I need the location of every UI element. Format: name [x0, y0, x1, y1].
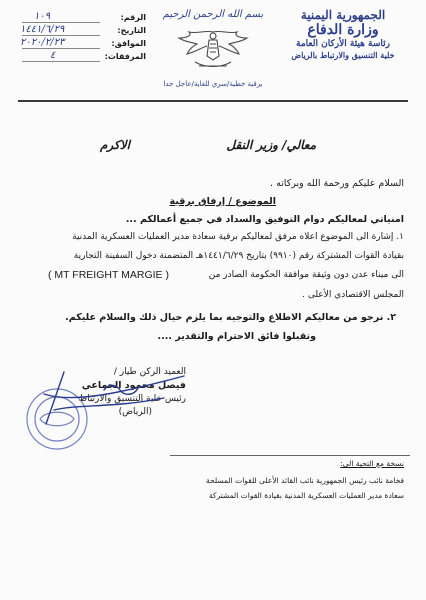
eagle-emblem-icon: [175, 26, 251, 72]
header-right-block: [278, 8, 408, 61]
wishes: امنياتي لمعاليكم دوام التوفيق والسداد في جميع أعمالكم ...: [125, 214, 404, 225]
meta-date-label: التاريخ:: [117, 26, 146, 35]
greeting: السلام عليكم ورحمة الله وبركاته .: [270, 178, 404, 189]
basmala: بسم الله الرحمن الرحيم: [162, 9, 264, 20]
signature-city: (الرياض): [118, 407, 152, 417]
header-ministry: وزارة الدفاع: [307, 22, 379, 38]
meta-attachments-label: المرفقات:: [104, 52, 146, 61]
meta-underline-3: [22, 48, 100, 49]
meta-gregorian-row: [20, 35, 146, 48]
meta-gregorian-value: ٢٠٢٠/٢/٢٣: [20, 37, 65, 48]
vessel-name: ( MT FREIGHT MARGIE ): [48, 269, 169, 281]
para1-line2: بقيادة القوات المشتركة رقم (٩٩١٠) بتاريخ ١٤٤١/٦/٢٩هـ المتضمنة دخول السفينة التجارية: [73, 251, 404, 261]
header-divider: [18, 100, 408, 102]
meta-attachments-value: ٤: [50, 50, 56, 61]
para1-line4: المجلس الاقتصادي الأعلى .: [302, 290, 404, 300]
copies-divider: [170, 455, 410, 456]
handwritten-signature-icon: [34, 364, 194, 434]
addressee: معالي/ وزير النقل: [226, 138, 316, 152]
copies-item-2: سعادة مدير العمليات العسكرية المدنية بقيادة القوات المشتركة: [208, 491, 404, 500]
meta-number-row: [20, 10, 146, 22]
subject: الموضوع / إرفاق برقية: [169, 196, 276, 207]
meta-attachments-row: [20, 48, 146, 61]
meta-number-value: ١٠٩: [34, 11, 51, 22]
para1-line3b: الى ميناء عدن دون وثيقة موافقة الحكومة الصادر من: [208, 270, 404, 280]
meta-date-row: [20, 22, 146, 35]
signature-title: رئيس خلية التنسيق والارتباط: [78, 394, 186, 404]
meta-underline-4: [22, 61, 100, 62]
meta-number-label: الرقم:: [120, 13, 146, 22]
meta-date-value: ١٤٤١/٦/٢٩: [20, 24, 65, 35]
para1-line1: ١. إشارة الى الموضوع اعلاه مرفق لمعاليكم برقية سعادة مدير العمليات العسكرية المدنية: [72, 232, 404, 242]
classification-note: برقية خطية/سري للغاية/عاجل جدا: [163, 80, 263, 88]
signature-rank: العميد الركن طيار /: [113, 367, 186, 377]
header-country: الجمهورية اليمنية: [300, 8, 386, 22]
para2: ٢. نرجو من معاليكم الاطلاع والتوجيه بما يلزم حيال ذلك والسلام عليكم.: [65, 312, 396, 323]
copies-heading: نسخة مع التحية الى:: [340, 459, 404, 468]
copies-item-1: فخامة نائب رئيس الجمهورية نائب القائد الأعلى للقوات المسلحة: [206, 476, 404, 485]
meta-underline-2: [22, 35, 100, 36]
header-cell: خلية التنسيق والارتباط بالرياض: [291, 50, 395, 60]
meta-underline-1: [22, 22, 100, 23]
closing: وتقبلوا فائق الاحترام والتقدير ....: [157, 331, 316, 342]
honorific: الاكرم: [100, 138, 130, 152]
meta-gregorian-label: الموافق:: [111, 39, 146, 48]
header-staff: رئاسة هيئة الأركان العامة: [296, 39, 390, 49]
signature-name: فيصل محمود الجماعي: [81, 380, 186, 391]
